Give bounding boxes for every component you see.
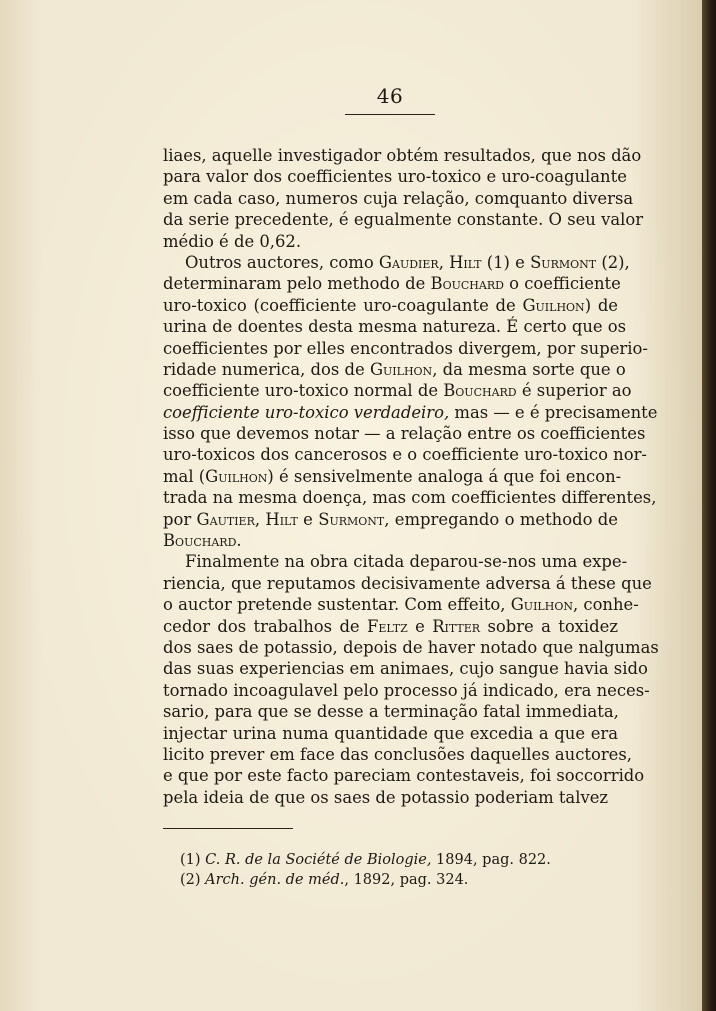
text-run: o auctor pretende sustentar. Com effeito, <box>163 595 511 615</box>
text-line <box>163 701 618 722</box>
text-run: uro-toxico (coefficiente uro-coagulante de <box>163 295 523 315</box>
page-number: 46 <box>376 84 404 108</box>
text-run: liaes, aquelle investigador obtém resultados, que nos dão <box>163 146 642 165</box>
text-line <box>163 680 650 701</box>
italic-text: coefficiente uro-toxico verdadeiro, <box>163 402 450 422</box>
body-text <box>163 145 659 808</box>
text-line <box>163 787 618 808</box>
text-run: em cada caso, numeros cuja relação, comquanto diversa <box>163 188 634 208</box>
text-run: ) é sensivelmente analoga á que foi encon- <box>267 466 622 486</box>
text-line <box>163 273 621 294</box>
text-run: e que por este facto pareciam contestaveis, foi soccorrido <box>163 766 645 786</box>
text-run: cedor dos trabalhos de <box>163 616 367 636</box>
text-run: pela ideia de que os saes de potassio poderiam talvez <box>163 787 609 807</box>
text-run: sario, para que se desse a terminação fatal immediata, <box>163 702 619 722</box>
author-name: Bouchard <box>443 381 517 401</box>
text-line <box>163 573 652 594</box>
footnote-text: 1894, pag. 822. <box>431 852 551 868</box>
footnote <box>180 871 600 891</box>
text-run: , <box>438 252 450 272</box>
author-name: Guilhon <box>205 466 268 486</box>
text-run: tornado incoagulavel pelo processo já indicado, era neces- <box>163 680 650 700</box>
author-name: Surmont <box>530 252 597 272</box>
text-run: Finalmente na obra citada deparou-se-nos uma expe- <box>185 552 628 572</box>
text-line <box>163 487 657 508</box>
text-run: é superior ao <box>516 381 632 401</box>
text-run: uro-toxicos dos cancerosos e o coefficiente uro-toxico nor- <box>163 445 647 465</box>
author-name: Bouchard <box>163 531 237 551</box>
text-run: . <box>236 531 242 551</box>
text-run: determinaram pelo methodo de <box>163 274 431 294</box>
text-run: das suas experiencias em animaes, cujo sangue havia sido <box>163 659 648 679</box>
text-line <box>163 744 632 765</box>
text-run: para valor dos coefficientes uro-toxico e uro-coagulante <box>163 167 627 187</box>
author-name: Feltz <box>367 616 408 636</box>
text-line <box>163 594 639 615</box>
text-line <box>163 145 642 166</box>
text-line <box>163 444 647 465</box>
text-line <box>163 616 618 637</box>
text-line <box>163 423 646 444</box>
text-line <box>163 359 626 380</box>
footnote-text: (1) <box>180 852 206 868</box>
text-run: o coefficiente <box>503 274 621 294</box>
text-line <box>163 658 648 679</box>
text-run: (1) e <box>481 252 531 272</box>
text-run: injectar urina numa quantidade que excedia a que era <box>163 723 618 743</box>
citation-title: Arch. gén. de méd. <box>205 871 345 888</box>
text-line <box>163 338 648 359</box>
author-name: Guilhon <box>510 595 573 615</box>
footnote <box>180 851 600 871</box>
text-run: , conhe- <box>572 595 639 615</box>
author-name: Surmont <box>318 509 385 529</box>
text-line <box>163 166 627 187</box>
author-name: Guilhon <box>522 295 585 315</box>
text-run: , empregando o methodo de <box>384 509 618 529</box>
footnote-text: (2) <box>180 871 206 888</box>
book-edge <box>702 0 716 1011</box>
text-run: da serie precedente, é egualmente constante. O seu valor <box>163 210 644 230</box>
text-line <box>163 231 618 252</box>
text-line <box>163 316 627 337</box>
author-name: Ritter <box>432 616 481 636</box>
author-name: Gaudier <box>378 252 439 272</box>
footnote-text: , 1892, pag. 324. <box>344 871 469 888</box>
text-line <box>163 380 632 401</box>
text-line <box>163 209 644 230</box>
text-run: isso que devemos notar — a relação entre os coefficientes <box>163 424 646 444</box>
text-run: Outros auctores, como <box>185 252 379 272</box>
text-line <box>163 188 634 209</box>
text-run: mal ( <box>163 466 206 486</box>
text-run: e <box>407 616 433 636</box>
text-run: ) de <box>584 295 619 315</box>
text-run: licito prever em face das conclusões daquelles auctores, <box>163 744 632 764</box>
text-run: coefficiente uro-toxico normal de <box>163 381 444 401</box>
text-line <box>163 402 658 423</box>
text-run: ridade numerica, dos de <box>163 359 370 379</box>
text-line <box>163 765 645 786</box>
text-run: médio é de 0,62. <box>163 231 302 251</box>
text-line <box>163 509 618 530</box>
text-line <box>163 551 628 572</box>
text-run: por <box>163 509 197 529</box>
author-name: Gautier <box>196 509 255 529</box>
text-run: , da mesma sorte que o <box>432 359 626 379</box>
text-line <box>163 466 622 487</box>
page-number-rule <box>345 114 435 115</box>
text-run: sobre a toxidez <box>480 616 618 636</box>
text-run: dos saes de potassio, depois de haver notado que nalgumas <box>163 637 659 657</box>
author-name: Guilhon <box>369 359 433 379</box>
text-run: (2), <box>596 252 630 272</box>
author-name: Hilt <box>265 509 298 529</box>
text-run: urina de doentes desta mesma natureza. É certo que os <box>163 317 627 337</box>
text-run: riencia, que reputamos decisivamente adversa á these que <box>163 573 652 593</box>
text-run: e <box>297 509 319 529</box>
text-run: trada na mesma doença, mas com coefficientes differentes, <box>163 488 657 508</box>
text-line <box>163 723 618 744</box>
citation-title: C. R. de la Société de Biologie, <box>205 852 432 868</box>
footnotes <box>180 851 600 890</box>
text-line <box>163 637 659 658</box>
text-run: , <box>254 509 266 529</box>
text-line <box>163 530 618 551</box>
author-name: Bouchard <box>430 274 504 294</box>
text-run: mas — e é precisamente <box>449 402 658 422</box>
text-line <box>163 252 630 273</box>
author-name: Hilt <box>449 252 482 272</box>
text-line <box>163 295 618 316</box>
text-run: coefficientes por elles encontrados divergem, por superio- <box>163 338 648 358</box>
footnote-rule <box>163 828 293 829</box>
